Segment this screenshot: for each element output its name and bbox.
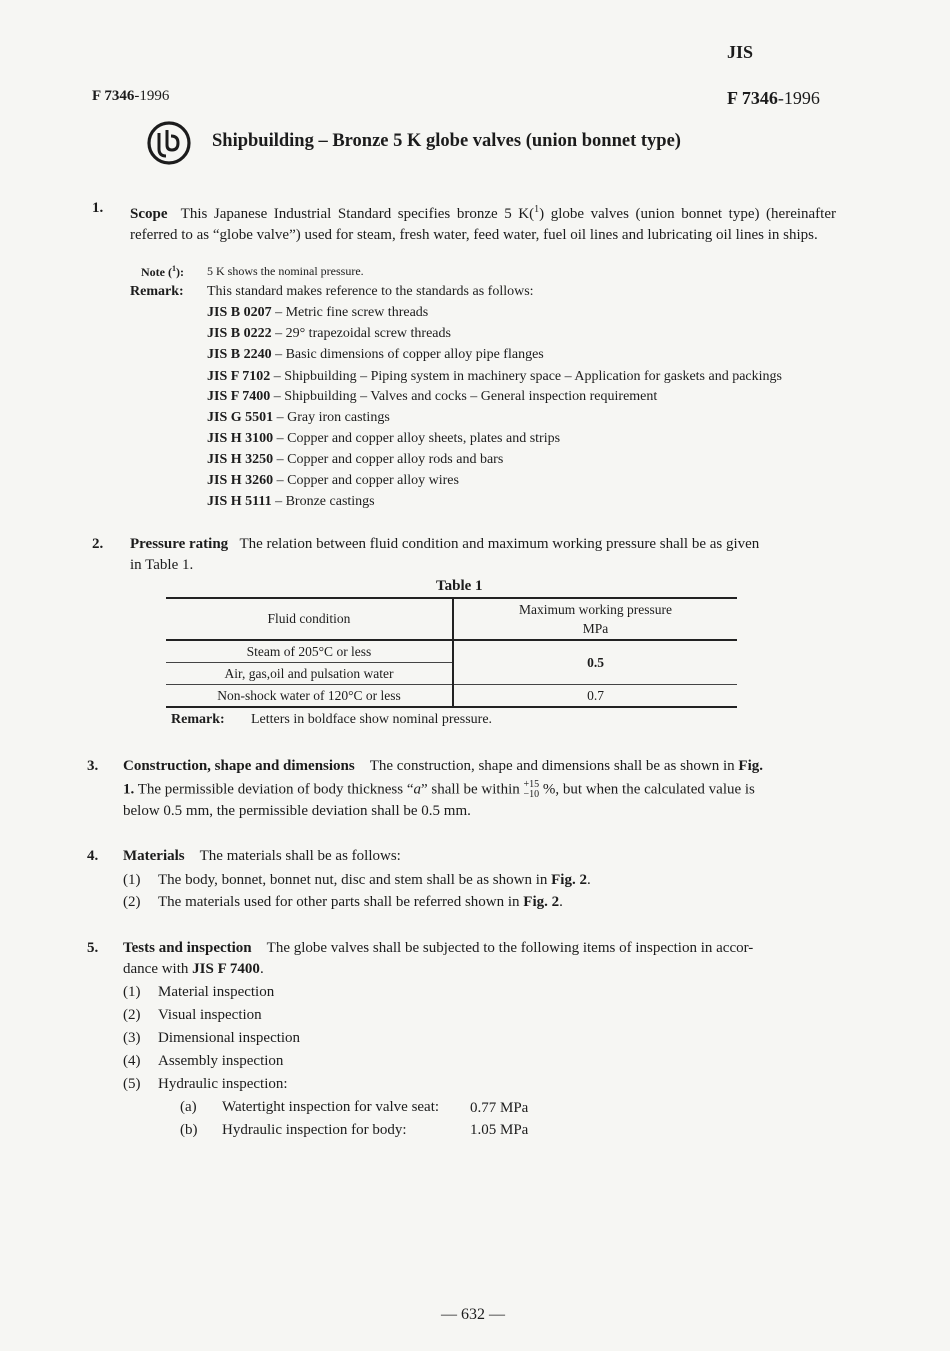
list-item-number: (2) [123, 1007, 141, 1023]
section-2-text-b: in Table 1. [130, 557, 194, 573]
table-row [166, 685, 737, 708]
reference-item: JIS H 3100 – Copper and copper alloy sheets, plates and strips [207, 431, 561, 446]
list-item [123, 984, 274, 1001]
section-3-text-a: The construction, shape and dimensions shall be as shown in [369, 758, 735, 774]
reference-title: Copper and copper alloy sheets, plates and strips [287, 431, 561, 446]
tolerance-plus: +15 [523, 779, 540, 790]
reference-title: Metric fine screw threads [285, 305, 429, 320]
section-2-heading: Pressure rating [130, 536, 229, 552]
sub-item-number: (a) [180, 1099, 197, 1115]
section-3-text-d: %, but when the calculated value is [542, 781, 755, 798]
variable-a: a [413, 781, 422, 798]
list-item-end: . [559, 894, 563, 910]
table-header-fluid: Fluid condition [166, 598, 453, 640]
table-cell-pressure: 0.7 [453, 685, 737, 708]
doc-code-left [92, 88, 169, 105]
reference-title: Bronze castings [285, 494, 375, 509]
sub-item [180, 1122, 407, 1139]
section-1-heading: Scope [130, 206, 168, 222]
reference-title: 29° trapezoidal screw threads [285, 326, 451, 341]
jis-label: JIS [727, 42, 754, 62]
section-5-end: . [259, 961, 264, 977]
table-1-title: Table 1 [436, 578, 483, 594]
section-3-text-e: below 0.5 mm, the permissible deviation shall be 0.5 mm. [123, 803, 471, 819]
pressure-header-b: MPa [582, 621, 609, 636]
reference-code: JIS B 0207 [207, 305, 272, 320]
reference-title: Shipbuilding – Piping system in machinery space – Application for gaskets and packings [284, 369, 782, 384]
reference-title: Basic dimensions of copper alloy pipe flanges [285, 347, 544, 362]
list-item-number: (1) [123, 872, 141, 888]
standard-ref: JIS F 7400 [192, 961, 260, 977]
reference-title: Copper and copper alloy wires [287, 473, 459, 488]
list-item-text: Visual inspection [158, 1007, 262, 1023]
section-3-line-2 [123, 780, 755, 800]
fig-ref: Fig. 2 [523, 894, 560, 910]
reference-code: JIS H 3260 [207, 473, 274, 488]
table-cell-condition: Non-shock water of 120°C or less [166, 685, 453, 708]
pressure-header-a: Maximum working pressure [519, 602, 672, 617]
list-item-number: (4) [123, 1053, 141, 1069]
doc-code-right [727, 88, 820, 109]
reference-code: JIS B 2240 [207, 347, 272, 362]
reference-item: JIS F 7102 – Shipbuilding – Piping system in machinery space – Application for gaskets and packings [207, 369, 782, 384]
list-item-text: Hydraulic inspection: [158, 1076, 288, 1092]
section-2-number: 2. [92, 536, 104, 552]
sub-item-number: (b) [180, 1122, 198, 1138]
reference-item: JIS H 3260 – Copper and copper alloy wires [207, 473, 459, 488]
remark-text: This standard makes reference to the standards as follows: [207, 284, 534, 299]
section-3-line-1 [123, 758, 836, 775]
reference-code: JIS H 5111 [207, 494, 272, 509]
table-cell-condition: Steam of 205°C or less [166, 640, 453, 663]
list-item-number: (5) [123, 1076, 141, 1092]
note-label-end: ): [175, 265, 184, 279]
list-item-number: (1) [123, 984, 141, 1000]
reference-code: JIS H 3100 [207, 431, 274, 446]
section-3-heading: Construction, shape and dimensions [123, 758, 355, 774]
section-5-number: 5. [87, 940, 99, 956]
note-text: 5 K shows the nominal pressure. [207, 264, 364, 278]
page-number: — 632 — [441, 1306, 505, 1323]
list-item-text: The materials used for other parts shall be referred shown in [158, 894, 520, 910]
list-item [123, 1053, 283, 1070]
note-label-a: Note ( [141, 265, 172, 279]
fig-ref: Fig. 2 [551, 872, 587, 888]
section-1-scope [130, 199, 836, 246]
sub-item-value: 1.05 MPa [470, 1122, 529, 1138]
note-reference: 1 [534, 204, 540, 215]
scope-text-a: This Japanese Industrial Standard specifies bronze 5 K( [180, 206, 535, 222]
reference-item: JIS B 0207 – Metric fine screw threads [207, 305, 429, 320]
list-item [123, 1007, 262, 1024]
section-5-text-a: The globe valves shall be subjected to the following items of inspection in accor- [266, 940, 754, 956]
reference-item: JIS H 3250 – Copper and copper alloy rods and bars [207, 452, 504, 467]
table-header-row [166, 598, 737, 640]
section-5-line-2 [123, 961, 264, 978]
table-header-pressure [453, 598, 737, 640]
doc-code-right-number: F 7346 [727, 88, 778, 108]
reference-item: JIS B 2240 – Basic dimensions of copper alloy pipe flanges [207, 347, 544, 362]
reference-code: JIS B 0222 [207, 326, 272, 341]
reference-item: JIS H 5111 – Bronze castings [207, 494, 375, 509]
reference-title: Copper and copper alloy rods and bars [287, 452, 504, 467]
scope-text-b: ) globe valves (union bonnet type) (hereinafter referred to as “globe valve”) used for steam, fresh water, feed water, fuel oil lines and lubricating oil lines in ships. [130, 206, 836, 243]
sub-item [180, 1099, 439, 1116]
section-5-text-b: dance with [123, 961, 189, 977]
tolerance-minus: −10 [523, 789, 540, 800]
reference-code: JIS H 3250 [207, 452, 274, 467]
reference-item: JIS B 0222 – 29° trapezoidal screw threads [207, 326, 451, 341]
section-4-body: The materials shall be as follows: [199, 848, 401, 864]
list-item [123, 894, 563, 911]
sub-item-text: Watertight inspection for valve seat: [222, 1099, 440, 1115]
document-title: Shipbuilding – Bronze 5 K globe valves (union bonnet type) [212, 131, 681, 151]
section-3-text-b: The permissible deviation of body thickness “ [137, 781, 414, 798]
doc-code-left-year: -1996 [134, 88, 170, 104]
remark-label: Remark: [130, 284, 184, 299]
reference-code: JIS G 5501 [207, 410, 274, 425]
table-remark-label: Remark: [171, 712, 225, 727]
fig-ref-number: 1. [123, 781, 135, 798]
section-4-text [123, 848, 401, 865]
section-3-text-c: ” shall be within [421, 781, 520, 798]
list-item-number: (3) [123, 1030, 141, 1046]
jis-mark-icon [145, 119, 195, 167]
doc-code-right-year: -1996 [777, 88, 820, 108]
table-remark-text: Letters in boldface show nominal pressure. [251, 712, 493, 727]
sub-item-value: 0.77 MPa [470, 1100, 529, 1116]
reference-title: Gray iron castings [287, 410, 390, 425]
sub-item-text: Hydraulic inspection for body: [222, 1122, 407, 1138]
list-item [123, 1076, 288, 1093]
reference-code: JIS F 7400 [207, 389, 271, 404]
list-item [123, 1030, 300, 1047]
tolerance [524, 780, 540, 800]
fig-ref: Fig. [738, 758, 764, 774]
list-item-number: (2) [123, 894, 141, 910]
reference-item: JIS G 5501 – Gray iron castings [207, 410, 390, 425]
list-item [123, 872, 591, 889]
table-1 [166, 597, 737, 708]
list-item-text: Material inspection [158, 984, 275, 1000]
reference-code: JIS F 7102 [207, 369, 271, 384]
list-item-text: Assembly inspection [158, 1053, 284, 1069]
list-item-text: Dimensional inspection [158, 1030, 301, 1046]
table-cell-pressure: 0.5 [453, 640, 737, 685]
doc-code-left-number: F 7346 [92, 88, 135, 104]
section-2-text [130, 536, 759, 553]
section-2-text-a: The relation between fluid condition and maximum working pressure shall be as given [239, 536, 760, 552]
reference-title: Shipbuilding – Valves and cocks – General inspection requirement [284, 389, 658, 404]
table-row [166, 640, 737, 663]
section-5-line-1 [123, 940, 753, 957]
list-item-text: The body, bonnet, bonnet nut, disc and stem shall be as shown in [158, 872, 548, 888]
note-label [141, 264, 184, 280]
reference-item: JIS F 7400 – Shipbuilding – Valves and cocks – General inspection requirement [207, 389, 658, 404]
section-5-heading: Tests and inspection [123, 940, 252, 956]
section-3-number: 3. [87, 758, 99, 774]
list-item-end: . [586, 872, 591, 888]
section-1-number: 1. [92, 200, 104, 216]
section-4-heading: Materials [123, 848, 185, 864]
note-label-num: 1 [171, 264, 176, 273]
table-cell-condition: Air, gas,oil and pulsation water [166, 663, 453, 685]
section-4-number: 4. [87, 848, 99, 864]
